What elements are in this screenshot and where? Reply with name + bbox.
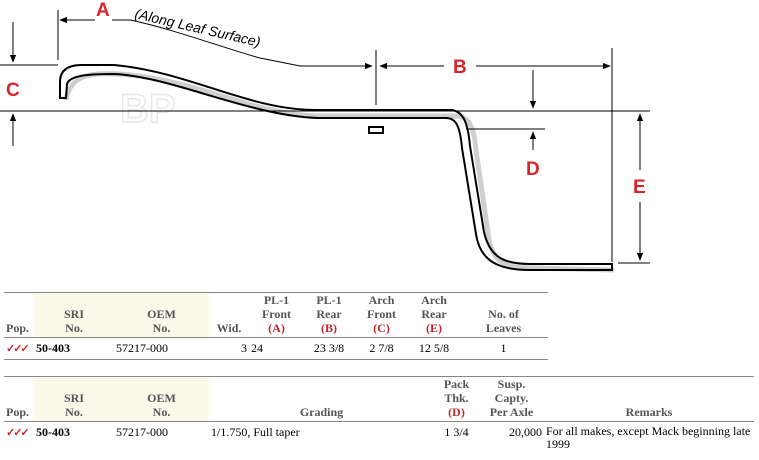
col-pop: Pop. xyxy=(6,321,30,335)
watermark-text: BP xyxy=(120,87,176,131)
pl1-front-value: 24 xyxy=(251,341,263,355)
leaves-value: 1 xyxy=(500,341,507,355)
col-pop: Pop. xyxy=(6,405,30,419)
dimension-label-a: A xyxy=(96,0,110,21)
suspension-capacity-value: 20,000 xyxy=(509,425,542,439)
col-grading: Grading xyxy=(299,405,344,419)
pack-thickness-value: 1 3/4 xyxy=(444,425,469,439)
col-arch-rear: Arch Rear (E) xyxy=(421,293,447,335)
col-pl1-front: PL-1 Front (A) xyxy=(261,293,292,335)
col-sri: SRI No. xyxy=(34,293,114,338)
oem-number: 57217-000 xyxy=(116,425,168,439)
arch-front-value: 2 7/8 xyxy=(369,341,394,355)
popularity-icon: ✓✓✓ xyxy=(6,427,28,439)
col-leaves: No. of Leaves xyxy=(485,307,522,335)
arch-rear-value: 12 5/8 xyxy=(418,341,450,355)
col-wid: Wid. xyxy=(216,321,242,335)
dimension-label-e: E xyxy=(633,177,646,198)
dimension-label-b: B xyxy=(453,57,467,78)
grading-value: 1/1.750, Full taper xyxy=(211,425,300,439)
along-leaf-surface-note: (Along Leaf Surface) xyxy=(133,5,263,50)
table-row xyxy=(4,338,548,360)
spec-table-grading xyxy=(4,376,754,454)
dimension-label-c: C xyxy=(6,80,20,101)
dimension-label-d: D xyxy=(526,159,540,180)
col-sri: SRI No. xyxy=(34,377,114,422)
col-pack-thickness: Pack Thk. (D) xyxy=(443,377,470,419)
spec-table-dimensions xyxy=(4,292,548,360)
pl1-rear-value: 23 3/8 xyxy=(313,341,345,355)
col-arch-front: Arch Front (C) xyxy=(366,293,397,335)
col-oem: OEM No. xyxy=(114,293,209,338)
watermark-logo xyxy=(120,87,176,131)
table2-header-row xyxy=(4,377,754,422)
popularity-icon: ✓✓✓ xyxy=(6,343,28,355)
remarks-value: For all makes, except Mack beginning late 1999 xyxy=(546,424,751,451)
oem-number: 57217-000 xyxy=(116,341,168,355)
table-row xyxy=(4,422,754,455)
col-suspension-capacity: Susp. Capty. Per Axle xyxy=(489,377,534,419)
col-remarks: Remarks xyxy=(625,405,673,419)
table1-header-row xyxy=(4,293,548,338)
col-pl1-rear: PL-1 Rear (B) xyxy=(316,293,342,335)
col-oem: OEM No. xyxy=(114,377,209,422)
sri-number: 50-403 xyxy=(36,425,70,439)
dimension-lines xyxy=(0,10,650,263)
width-value: 3 xyxy=(241,341,247,355)
sri-number: 50-403 xyxy=(36,341,70,355)
